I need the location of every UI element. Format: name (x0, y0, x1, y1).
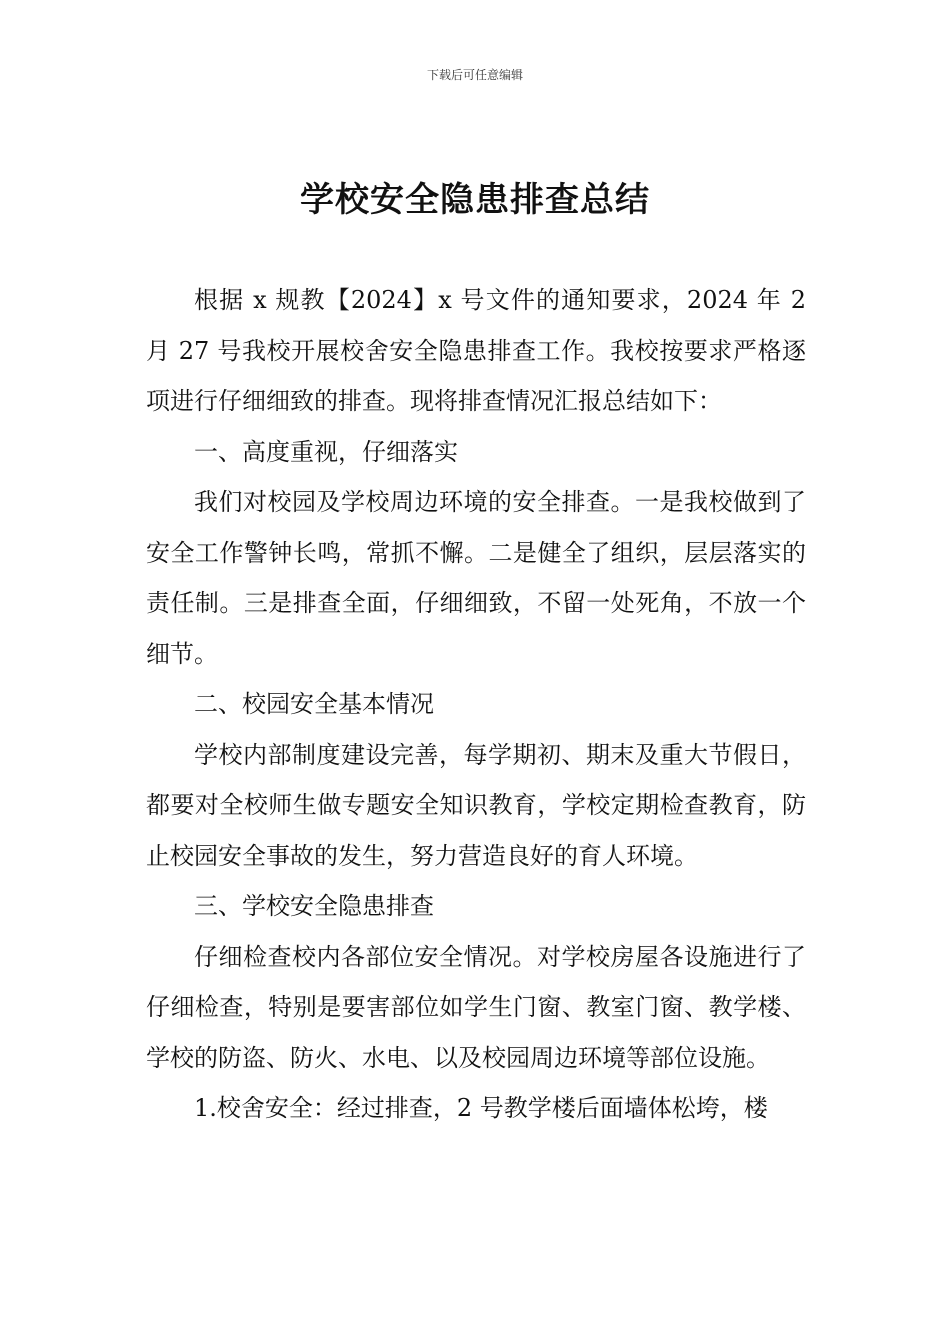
section-heading-3: 三、学校安全隐患排查 (194, 892, 434, 920)
header-note: 下载后可任意编辑 (426, 68, 523, 82)
document-title: 学校安全隐患排查总结 (300, 180, 650, 220)
paragraph-item-1: 1.校舍安全：经过排查，2 号教学楼后面墙体松垮，楼 (194, 1094, 768, 1122)
document-body (146, 275, 806, 1134)
section-heading-1: 一、高度重视，仔细落实 (194, 437, 458, 466)
paragraph-section-3: 仔细检查校内各部位安全情况。对学校房屋各设施进行了仔细检查，特别是要害部位如学生门窗、教室门窗、教学楼、学校的防盗、防火、水电、以及校园周边环境等部位设施。 (146, 942, 806, 1072)
paragraph-intro: 根据 x 规教【2024】x 号文件的通知要求，2024 年 2 月 27 号我校开展校舍安全隐患排查工作。我校按要求严格逐项进行仔细细致的排查。现将排查情况汇报总结如下： (146, 286, 806, 415)
paragraph-section-1: 我们对校园及学校周边环境的安全排查。一是我校做到了安全工作警钟长鸣，常抓不懈。二是健全了组织，层层落实的责任制。三是排查全面，仔细细致，不留一处死角，不放一个细节。 (146, 488, 806, 668)
paragraph-section-2: 学校内部制度建设完善，每学期初、期末及重大节假日，都要对全校师生做专题安全知识教育，学校定期检查教育，防止校园安全事故的发生，努力营造良好的育人环境。 (146, 740, 806, 870)
section-heading-2: 二、校园安全基本情况 (194, 690, 434, 718)
